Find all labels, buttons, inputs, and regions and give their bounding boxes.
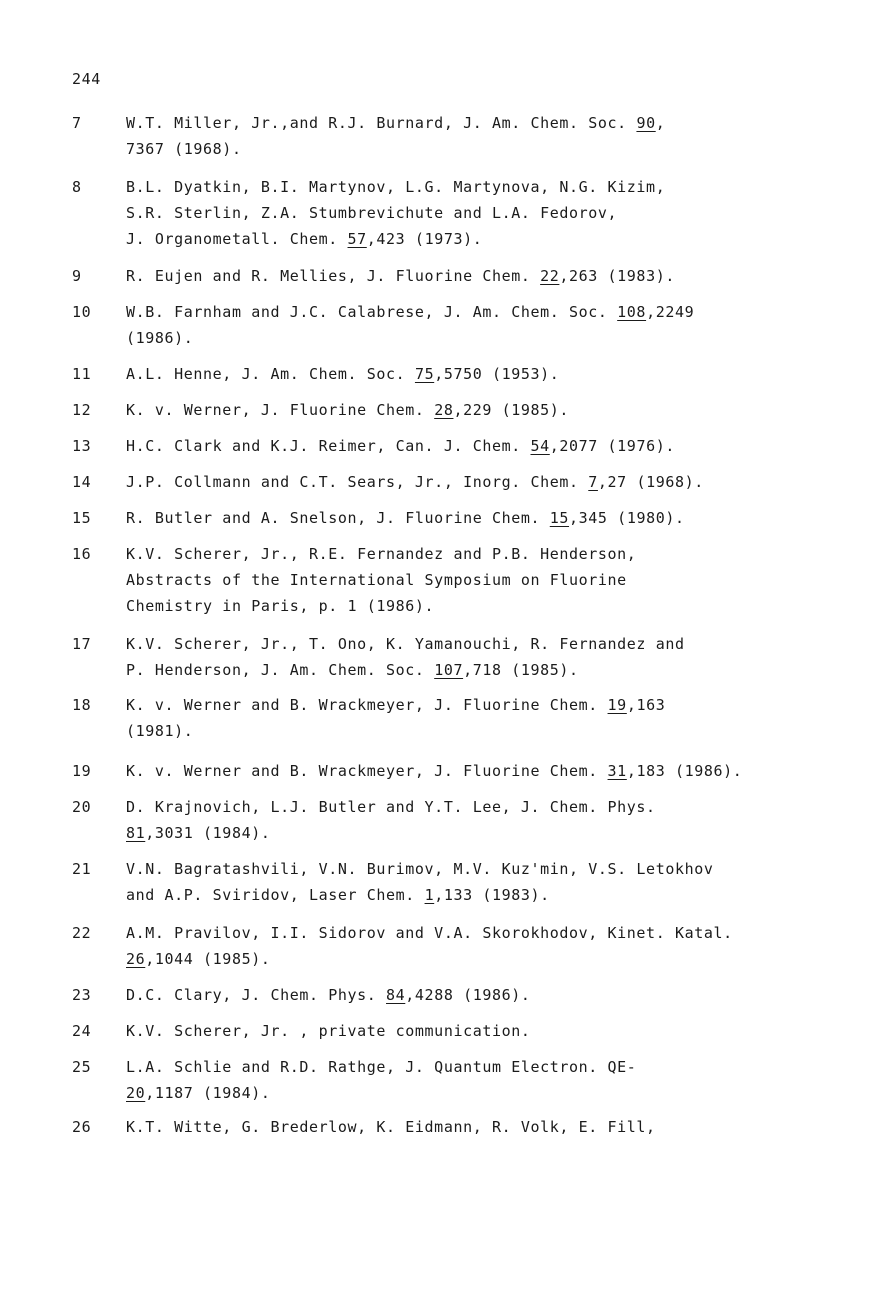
reference-line [126,136,826,162]
citation-text: R. Butler and A. Snelson, J. Fluorine Chem. [126,509,550,527]
reference-line [126,433,826,459]
citation-text: K. v. Werner and B. Wrackmeyer, J. Fluorine Chem. [126,762,608,780]
reference-line [126,1080,826,1106]
volume-number: 75 [414,365,435,383]
volume-number: 108 [617,303,647,321]
reference-line [126,657,826,683]
reference-line [126,794,826,820]
reference-number: 8 [72,178,82,196]
citation-text: B.L. Dyatkin, B.I. Martynov, L.G. Martynova, N.G. Kizim, [126,178,666,196]
citation-text: ,718 (1985). [463,661,579,679]
reference-text [126,110,826,162]
citation-text: ,2249 [646,303,695,321]
reference-number: 25 [72,1058,92,1076]
volume-number: 26 [126,950,146,968]
reference-line [126,946,826,972]
reference-number: 17 [72,635,92,653]
reference-line [126,982,826,1008]
citation-text: K.V. Scherer, Jr., R.E. Fernandez and P.B. Henderson, [126,545,637,563]
volume-number: 28 [434,401,454,419]
reference-line [126,469,826,495]
citation-text: H.C. Clark and K.J. Reimer, Can. J. Chem. [126,437,531,455]
reference-text [126,361,826,387]
citation-text: V.N. Bagratashvili, V.N. Burimov, M.V. Kuz'min, V.S. Letokhov [126,860,714,878]
citation-text: ,1044 (1985). [145,950,271,968]
citation-text: (1981). [126,722,194,740]
volume-number: 84 [386,986,406,1004]
reference-line [126,325,826,351]
citation-text: ,229 (1985). [453,401,570,419]
citation-text: 7367 (1968). [126,140,242,158]
volume-number: 20 [126,1084,146,1102]
reference-text [126,263,826,289]
reference-text [126,433,826,459]
citation-text: Chemistry in Paris, p. 1 (1986). [126,597,435,615]
reference-line [126,593,826,619]
reference-number: 20 [72,798,92,816]
reference-text [126,982,826,1008]
citation-text: K.V. Scherer, Jr. , private communication. [126,1022,531,1040]
reference-text [126,1114,826,1140]
reference-text [126,794,826,846]
citation-text: ,5750 (1953). [434,365,560,383]
reference-number: 13 [72,437,92,455]
reference-text [126,1018,826,1044]
reference-number: 26 [72,1118,92,1136]
reference-text [126,920,826,972]
citation-text: , [655,114,666,132]
reference-number: 22 [72,924,92,942]
reference-text [126,692,826,744]
citation-text: P. Henderson, J. Am. Chem. Soc. [126,661,435,679]
citation-text: ,423 (1973). [366,230,483,248]
reference-text [126,758,826,784]
reference-line [126,631,826,657]
reference-line [126,226,826,252]
reference-line [126,397,826,423]
citation-text: ,163 [626,696,666,714]
citation-text: ,1187 (1984). [145,1084,271,1102]
reference-line [126,758,826,784]
reference-number: 14 [72,473,92,491]
reference-number: 24 [72,1022,92,1040]
citation-text: ,263 (1983). [559,267,675,285]
reference-line [126,174,826,200]
reference-number: 10 [72,303,92,321]
citation-text: D.C. Clary, J. Chem. Phys. [126,986,387,1004]
citation-text: K. v. Werner, J. Fluorine Chem. [126,401,435,419]
reference-text [126,174,826,252]
reference-text [126,1054,826,1106]
citation-text: Abstracts of the International Symposium on Fluorine [126,571,627,589]
reference-number: 19 [72,762,92,780]
volume-number: 15 [549,509,570,527]
volume-number: 1 [424,886,435,904]
reference-text [126,631,826,683]
reference-line [126,692,826,718]
citation-text: J.P. Collmann and C.T. Sears, Jr., Inorg. Chem. [126,473,589,491]
volume-number: 90 [636,114,656,132]
volume-number: 7 [588,473,598,491]
reference-number: 18 [72,696,92,714]
citation-text: W.T. Miller, Jr.,and R.J. Burnard, J. Am. Chem. Soc. [126,114,637,132]
citation-text: A.M. Pravilov, I.I. Sidorov and V.A. Skorokhodov, Kinet. Katal. [126,924,733,942]
reference-line [126,299,826,325]
citation-text: R. Eujen and R. Mellies, J. Fluorine Chem. [126,267,541,285]
reference-number: 12 [72,401,92,419]
reference-line [126,110,826,136]
reference-number: 16 [72,545,92,563]
reference-line [126,505,826,531]
volume-number: 57 [347,230,367,248]
reference-line [126,856,826,882]
page-number: 244 [72,70,101,88]
citation-text: K. v. Werner and B. Wrackmeyer, J. Fluorine Chem. [126,696,608,714]
reference-text [126,505,826,531]
citation-text: W.B. Farnham and J.C. Calabrese, J. Am. Chem. Soc. [126,303,618,321]
reference-line [126,882,826,908]
reference-line [126,920,826,946]
citation-text: ,4288 (1986). [405,986,531,1004]
citation-text: ,183 (1986). [626,762,743,780]
reference-number: 7 [72,114,82,132]
reference-text [126,541,826,619]
reference-text [126,397,826,423]
citation-text: ,345 (1980). [569,509,685,527]
volume-number: 54 [530,437,550,455]
reference-number: 11 [72,365,92,383]
citation-text: ,2077 (1976). [549,437,675,455]
reference-line [126,1114,826,1140]
reference-line [126,820,826,846]
citation-text: ,3031 (1984). [145,824,271,842]
reference-number: 15 [72,509,92,527]
reference-text [126,299,826,351]
citation-text: L.A. Schlie and R.D. Rathge, J. Quantum Electron. QE- [126,1058,637,1076]
citation-text: D. Krajnovich, L.J. Butler and Y.T. Lee, J. Chem. Phys. [126,798,656,816]
volume-number: 107 [434,661,464,679]
citation-text: ,27 (1968). [597,473,704,491]
volume-number: 81 [126,824,146,842]
citation-text: J. Organometall. Chem. [126,230,348,248]
citation-text: and A.P. Sviridov, Laser Chem. [126,886,425,904]
volume-number: 19 [607,696,627,714]
reference-line [126,567,826,593]
reference-text [126,856,826,908]
citation-text: K.V. Scherer, Jr., T. Ono, K. Yamanouchi, R. Fernandez and [126,635,685,653]
citation-text: S.R. Sterlin, Z.A. Stumbrevichute and L.A. Fedorov, [126,204,618,222]
reference-line [126,718,826,744]
reference-number: 9 [72,267,82,285]
citation-text: ,133 (1983). [434,886,550,904]
reference-line [126,361,826,387]
reference-line [126,263,826,289]
reference-line [126,200,826,226]
citation-text: K.T. Witte, G. Brederlow, K. Eidmann, R. Volk, E. Fill, [126,1118,656,1136]
citation-text: A.L. Henne, J. Am. Chem. Soc. [126,365,415,383]
reference-number: 21 [72,860,92,878]
reference-number: 23 [72,986,92,1004]
reference-line [126,1054,826,1080]
volume-number: 31 [607,762,627,780]
citation-text: (1986). [126,329,194,347]
reference-line [126,541,826,567]
reference-text [126,469,826,495]
reference-line [126,1018,826,1044]
volume-number: 22 [540,267,560,285]
